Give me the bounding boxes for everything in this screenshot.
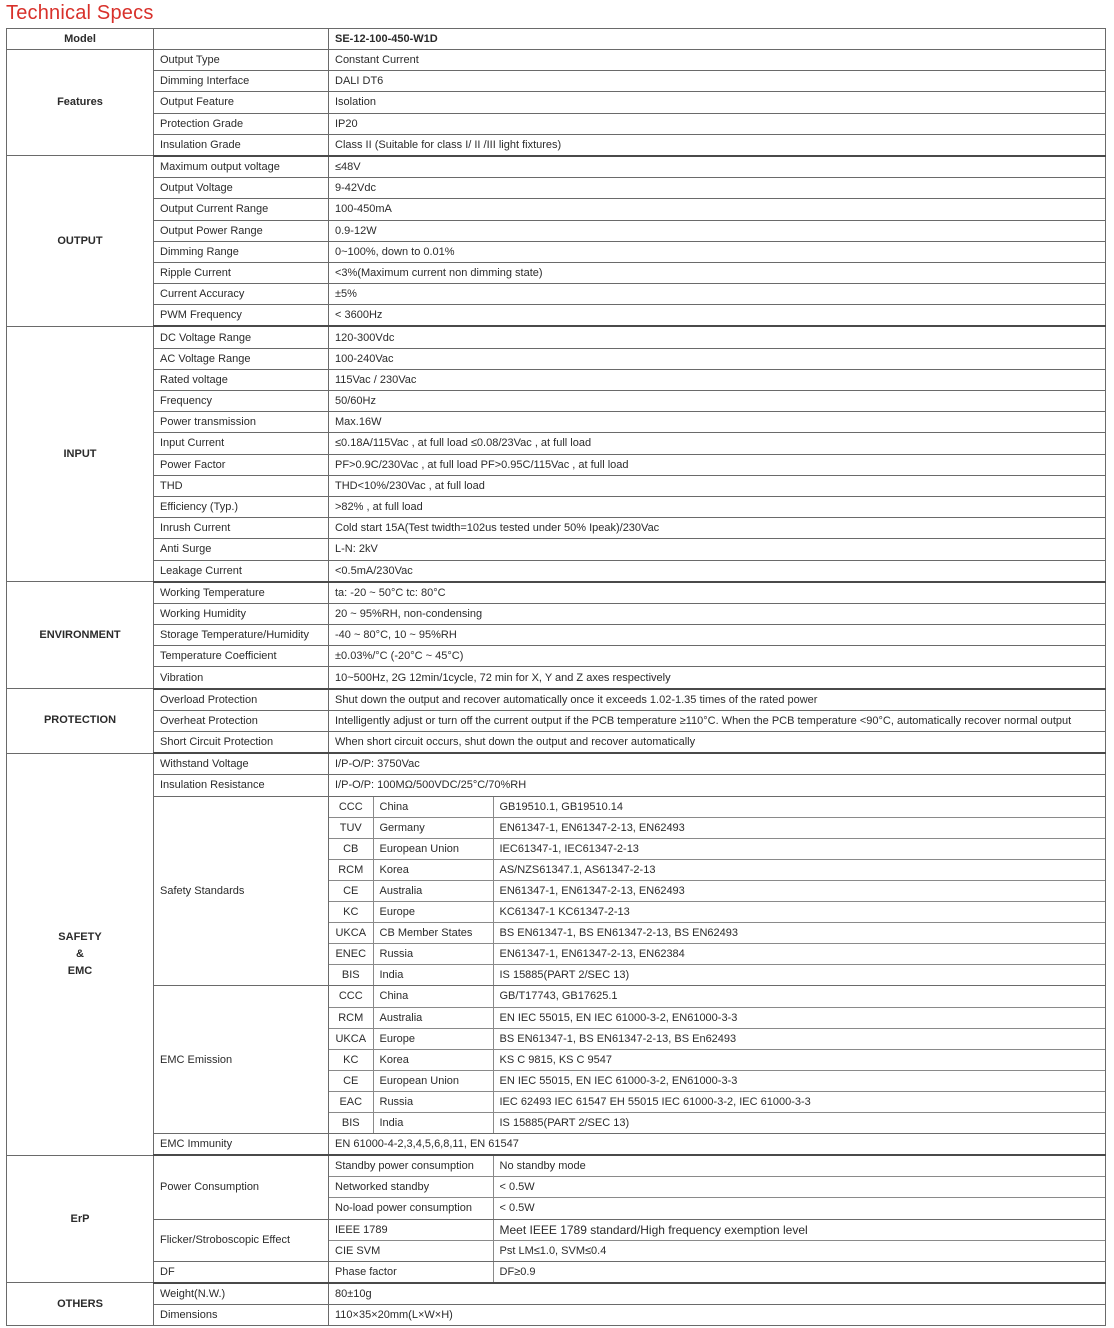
cert-code: CE [329,1070,373,1091]
spec-label: Output Current Range [154,199,329,220]
cert-region: Korea [373,1049,493,1070]
standard-row [329,986,1105,1007]
cert-code: BIS [329,965,373,986]
spec-label: Efficiency (Typ.) [154,496,329,517]
section-label-line: EMC [67,964,93,977]
cert-standard: IEC61347-1, IEC61347-2-13 [493,838,1105,859]
cert-region: Korea [373,859,493,880]
cert-region: India [373,965,493,986]
cert-standard: AS/NZS61347.1, AS61347-2-13 [493,859,1105,880]
emc-emission-table [329,986,1105,1133]
spec-label: Ripple Current [154,262,329,283]
standard-row [329,923,1105,944]
cert-code: RCM [329,1007,373,1028]
spec-label: Vibration [154,667,329,689]
spec-label: THD [154,475,329,496]
cert-code: KC [329,902,373,923]
spec-value: ±5% [329,284,1106,305]
power-table [329,1156,1105,1218]
spec-row [7,50,1106,71]
cert-region: Australia [373,880,493,901]
spec-value: >82% , at full load [329,496,1106,517]
spec-row [7,667,1106,689]
spec-row [7,775,1106,796]
spec-value: ≤0.18A/115Vac , at full load ≤0.08/23Vac , at full load [329,433,1106,454]
flicker-row [329,1240,1105,1261]
standard-row [329,965,1105,986]
spec-row [7,156,1106,178]
spec-label: Dimensions [154,1305,329,1326]
spec-label: Short Circuit Protection [154,732,329,754]
spec-value: Constant Current [329,50,1106,71]
cert-code: ENEC [329,944,373,965]
spec-label: Overheat Protection [154,710,329,731]
section-label-safety-emc [7,753,154,1155]
standard-row [329,902,1105,923]
cert-standard: GB19510.1, GB19510.14 [493,797,1105,818]
cert-code: CB [329,838,373,859]
standard-row [329,1112,1105,1133]
spec-label: Insulation Resistance [154,775,329,796]
spec-value: EN 61000-4-2,3,4,5,6,8,11, EN 61547 [329,1134,1106,1156]
spec-row [7,1305,1106,1326]
safety-standards-table [329,797,1105,986]
spec-label: Protection Grade [154,113,329,134]
section-label-others: OTHERS [7,1283,154,1326]
cert-standard: EN61347-1, EN61347-2-13, EN62384 [493,944,1105,965]
standard-row [329,1091,1105,1112]
spec-row [7,1283,1106,1305]
spec-label: Current Accuracy [154,284,329,305]
spec-value: ±0.03%/°C (-20°C ~ 45°C) [329,646,1106,667]
erp-value: Meet IEEE 1789 standard/High frequency exemption level [493,1220,1105,1241]
spec-label: Maximum output voltage [154,156,329,178]
cert-code: CE [329,880,373,901]
spec-row [7,518,1106,539]
spec-row [7,560,1106,582]
erp-item: No-load power consumption [329,1198,493,1219]
cert-standard: KC61347-1 KC61347-2-13 [493,902,1105,923]
spec-row [7,710,1106,731]
cert-standard: EN61347-1, EN61347-2-13, EN62493 [493,880,1105,901]
spec-label: Anti Surge [154,539,329,560]
spec-label: Insulation Grade [154,134,329,156]
spec-value: ≤48V [329,156,1106,178]
standard-row [329,880,1105,901]
cert-region: China [373,986,493,1007]
spec-label: Power transmission [154,412,329,433]
cert-code: UKCA [329,923,373,944]
spec-value: -40 ~ 80°C, 10 ~ 95%RH [329,625,1106,646]
cert-standard: EN IEC 55015, EN IEC 61000-3-2, EN61000-3-3 [493,1007,1105,1028]
spec-row [7,284,1106,305]
flicker-table [329,1220,1105,1261]
spec-value: L-N: 2kV [329,539,1106,560]
erp-item: CIE SVM [329,1240,493,1261]
spec-label: Safety Standards [154,796,329,986]
spec-row [7,220,1106,241]
erp-item: Networked standby [329,1177,493,1198]
safety-standards-cell [329,796,1106,986]
cert-code: EAC [329,1091,373,1112]
cert-standard: EN61347-1, EN61347-2-13, EN62493 [493,817,1105,838]
spec-label: EMC Emission [154,986,329,1134]
spec-value: 9-42Vdc [329,178,1106,199]
cert-region: Russia [373,944,493,965]
spec-row [7,305,1106,327]
spec-label: Withstand Voltage [154,753,329,775]
page-title: Technical Specs [6,2,154,24]
spec-row [7,732,1106,754]
erp-item: Standby power consumption [329,1156,493,1177]
cert-region: China [373,797,493,818]
spec-table [6,28,1106,1326]
cert-region: CB Member States [373,923,493,944]
spec-label: AC Voltage Range [154,348,329,369]
spec-row [7,603,1106,624]
spec-value: DALI DT6 [329,71,1106,92]
df-row [329,1262,1105,1282]
erp-value: < 0.5W [493,1177,1105,1198]
spec-label: Temperature Coefficient [154,646,329,667]
cert-standard: IS 15885(PART 2/SEC 13) [499,969,630,982]
emc-emission-cell [329,986,1106,1134]
spec-value: <0.5mA/230Vac [329,560,1106,582]
power-row [329,1177,1105,1198]
section-label-line: & [76,947,84,960]
spec-value: 80±10g [329,1283,1106,1305]
spec-value: Cold start 15A(Test twidth=102us tested under 50% Ipeak)/230Vac [329,518,1106,539]
flicker-row [329,1220,1105,1241]
spec-value: 50/60Hz [329,391,1106,412]
standard-row [329,1007,1105,1028]
safety-standards-row [7,796,1106,986]
spec-label: DC Voltage Range [154,326,329,348]
erp-value: Pst LM≤1.0, SVM≤0.4 [499,1244,607,1257]
section-label-features: Features [7,50,154,156]
spec-value: < 3600Hz [329,305,1106,327]
cert-region: Australia [373,1007,493,1028]
spec-value: I/P-O/P: 3750Vac [329,753,1106,775]
cert-standard: KS C 9815, KS C 9547 [493,1049,1105,1070]
cert-code: TUV [329,817,373,838]
cert-standard: IEC 62493 IEC 61547 EH 55015 IEC 61000-3-2, IEC 61000-3-3 [493,1091,1105,1112]
spec-row [7,113,1106,134]
spec-row [7,326,1106,348]
cert-region: Europe [373,902,493,923]
power-cell [329,1155,1106,1219]
spec-value: ta: -20 ~ 50°C tc: 80°C [329,582,1106,604]
spec-label: Working Humidity [154,603,329,624]
model-spacer [154,29,329,50]
df-cell [329,1261,1106,1283]
model-row [7,29,1106,50]
spec-label: Power Factor [154,454,329,475]
cert-standard: GB/T17743, GB17625.1 [493,986,1105,1007]
spec-label: Working Temperature [154,582,329,604]
spec-label: Dimming Range [154,241,329,262]
model-label: Model [7,29,154,50]
spec-row [7,391,1106,412]
cert-region: European Union [373,838,493,859]
spec-row [7,1134,1106,1156]
cert-standard: BS EN61347-1, BS EN61347-2-13, BS EN62493 [493,923,1105,944]
cert-region: Europe [373,1028,493,1049]
spec-label: DF [154,1261,329,1283]
spec-label: Rated voltage [154,369,329,390]
spec-value: THD<10%/230Vac , at full load [329,475,1106,496]
spec-label: Overload Protection [154,689,329,711]
spec-value: Max.16W [329,412,1106,433]
erp-item: Phase factor [329,1262,493,1282]
standard-row [329,817,1105,838]
section-label-environment: ENVIRONMENT [7,582,154,689]
cert-region: India [373,1112,493,1133]
df-table [329,1262,1105,1282]
spec-label: Inrush Current [154,518,329,539]
cert-standard: IS 15885(PART 2/SEC 13) [499,1117,630,1130]
erp-value: < 0.5W [499,1202,535,1215]
erp-value: No standby mode [493,1156,1105,1177]
spec-value: 0.9-12W [329,220,1106,241]
spec-row [7,262,1106,283]
spec-value: 110×35×20mm(L×W×H) [329,1305,1106,1326]
spec-value: When short circuit occurs, shut down the output and recover automatically [329,732,1106,754]
emc-emission-row [7,986,1106,1134]
erp-df-row [7,1261,1106,1283]
section-label-erp: ErP [7,1155,154,1283]
spec-row [7,369,1106,390]
erp-flicker-row [7,1219,1106,1261]
spec-value: <3%(Maximum current non dimming state) [329,262,1106,283]
spec-row [7,199,1106,220]
spec-label: Flicker/Stroboscopic Effect [154,1219,329,1261]
cert-region: Germany [373,817,493,838]
spec-label: Power Consumption [154,1155,329,1219]
spec-value: 120-300Vdc [329,326,1106,348]
spec-label: Storage Temperature/Humidity [154,625,329,646]
spec-label: Output Voltage [154,178,329,199]
spec-label: EMC Immunity [154,1134,329,1156]
spec-value: 20 ~ 95%RH, non-condensing [329,603,1106,624]
cert-region: European Union [373,1070,493,1091]
cert-standard: EN IEC 55015, EN IEC 61000-3-2, EN61000-3-3 [493,1070,1105,1091]
spec-value: 115Vac / 230Vac [329,369,1106,390]
spec-row [7,454,1106,475]
erp-value: DF≥0.9 [499,1265,536,1278]
spec-value: 0~100%, down to 0.01% [329,241,1106,262]
spec-row [7,178,1106,199]
spec-value: Intelligently adjust or turn off the current output if the PCB temperature ≥110°C. When the PCB temperature <90°C, automatically recover normal output [329,710,1106,731]
standard-row [329,1028,1105,1049]
standard-row [329,859,1105,880]
spec-row [7,475,1106,496]
cert-code: CCC [329,797,373,818]
cert-standard: BS EN61347-1, BS EN61347-2-13, BS En62493 [493,1028,1105,1049]
spec-label: PWM Frequency [154,305,329,327]
spec-row [7,753,1106,775]
spec-row [7,582,1106,604]
spec-label: Leakage Current [154,560,329,582]
spec-label: Weight(N.W.) [154,1283,329,1305]
cert-code: CCC [329,986,373,1007]
spec-row [7,412,1106,433]
section-label-protection: PROTECTION [7,689,154,754]
section-label-output: OUTPUT [7,156,154,327]
spec-row [7,539,1106,560]
cert-code: KC [329,1049,373,1070]
section-label-input: INPUT [7,326,154,581]
standard-row [329,1049,1105,1070]
standard-row [329,838,1105,859]
spec-value: IP20 [329,113,1106,134]
spec-value: Isolation [329,92,1106,113]
spec-value: Class II (Suitable for class I/ II /III light fixtures) [329,134,1106,156]
erp-power-row [7,1155,1106,1219]
spec-row [7,496,1106,517]
spec-value: 100-450mA [329,199,1106,220]
spec-label: Input Current [154,433,329,454]
spec-row [7,689,1106,711]
spec-value: I/P-O/P: 100MΩ/500VDC/25°C/70%RH [329,775,1106,796]
spec-row [7,433,1106,454]
spec-value: 10~500Hz, 2G 12min/1cycle, 72 min for X, Y and Z axes respectively [329,667,1106,689]
cert-code: BIS [329,1112,373,1133]
spec-row [7,625,1106,646]
spec-row [7,241,1106,262]
spec-row [7,71,1106,92]
spec-label: Dimming Interface [154,71,329,92]
spec-label: Output Feature [154,92,329,113]
cert-code: UKCA [329,1028,373,1049]
model-value: SE-12-100-450-W1D [329,29,1106,50]
spec-row [7,646,1106,667]
spec-label: Frequency [154,391,329,412]
spec-row [7,348,1106,369]
power-row [329,1198,1105,1219]
standard-row [329,1070,1105,1091]
cert-region: Russia [373,1091,493,1112]
erp-item: IEEE 1789 [329,1220,493,1241]
cert-code: RCM [329,859,373,880]
spec-value: Shut down the output and recover automatically once it exceeds 1.02-1.35 times of the rated power [329,689,1106,711]
spec-label: Output Power Range [154,220,329,241]
spec-value: PF>0.9C/230Vac , at full load PF>0.95C/115Vac , at full load [329,454,1106,475]
power-row [329,1156,1105,1177]
spec-label: Output Type [154,50,329,71]
standard-row [329,797,1105,818]
standard-row [329,944,1105,965]
spec-value: 100-240Vac [329,348,1106,369]
section-label-line: SAFETY [58,930,102,943]
spec-row [7,134,1106,156]
spec-row [7,92,1106,113]
flicker-cell [329,1219,1106,1261]
